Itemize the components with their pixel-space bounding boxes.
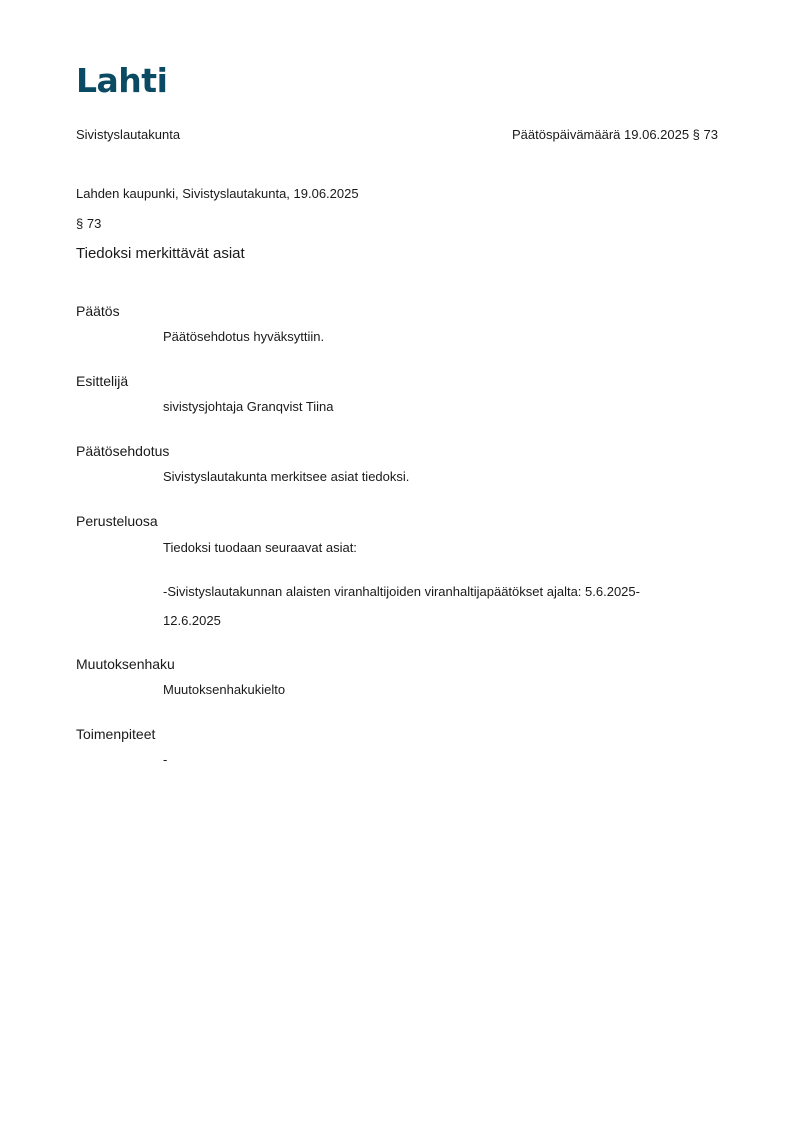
section-text-actions: - bbox=[163, 752, 168, 767]
lahti-logo: Lahti bbox=[76, 61, 168, 100]
section-text-appeal: Muutoksenhakukielto bbox=[163, 682, 286, 697]
section-heading-rationale: Perusteluosa bbox=[76, 513, 158, 529]
section-heading-decision: Päätös bbox=[76, 303, 120, 319]
section-text-presenter: sivistysjohtaja Granqvist Tiina bbox=[163, 399, 334, 414]
rationale-list-item-line-2: 12.6.2025 bbox=[163, 613, 221, 628]
rationale-list-item bbox=[163, 577, 723, 635]
document-title: Tiedoksi merkittävät asiat bbox=[76, 245, 245, 262]
header-body-name: Sivistyslautakunta bbox=[76, 127, 181, 142]
section-text-proposal: Sivistyslautakunta merkitsee asiat tiedoksi. bbox=[163, 469, 410, 484]
section-heading-actions: Toimenpiteet bbox=[76, 726, 156, 742]
section-heading-presenter: Esittelijä bbox=[76, 373, 129, 389]
section-text-decision: Päätösehdotus hyväksyttiin. bbox=[163, 329, 325, 344]
section-heading-proposal: Päätösehdotus bbox=[76, 443, 170, 459]
rationale-list-item-line-1: -Sivistyslautakunnan alaisten viranhaltijoiden viranhaltijapäätökset ajalta: 5.6.2025- bbox=[163, 584, 640, 599]
header-decision-date: Päätöspäivämäärä 19.06.2025 § 73 bbox=[512, 127, 718, 142]
paragraph-number: § 73 bbox=[76, 216, 102, 231]
section-text-rationale-intro: Tiedoksi tuodaan seuraavat asiat: bbox=[163, 540, 357, 555]
section-heading-appeal: Muutoksenhaku bbox=[76, 656, 175, 672]
meeting-line: Lahden kaupunki, Sivistyslautakunta, 19.06.2025 bbox=[76, 186, 359, 201]
